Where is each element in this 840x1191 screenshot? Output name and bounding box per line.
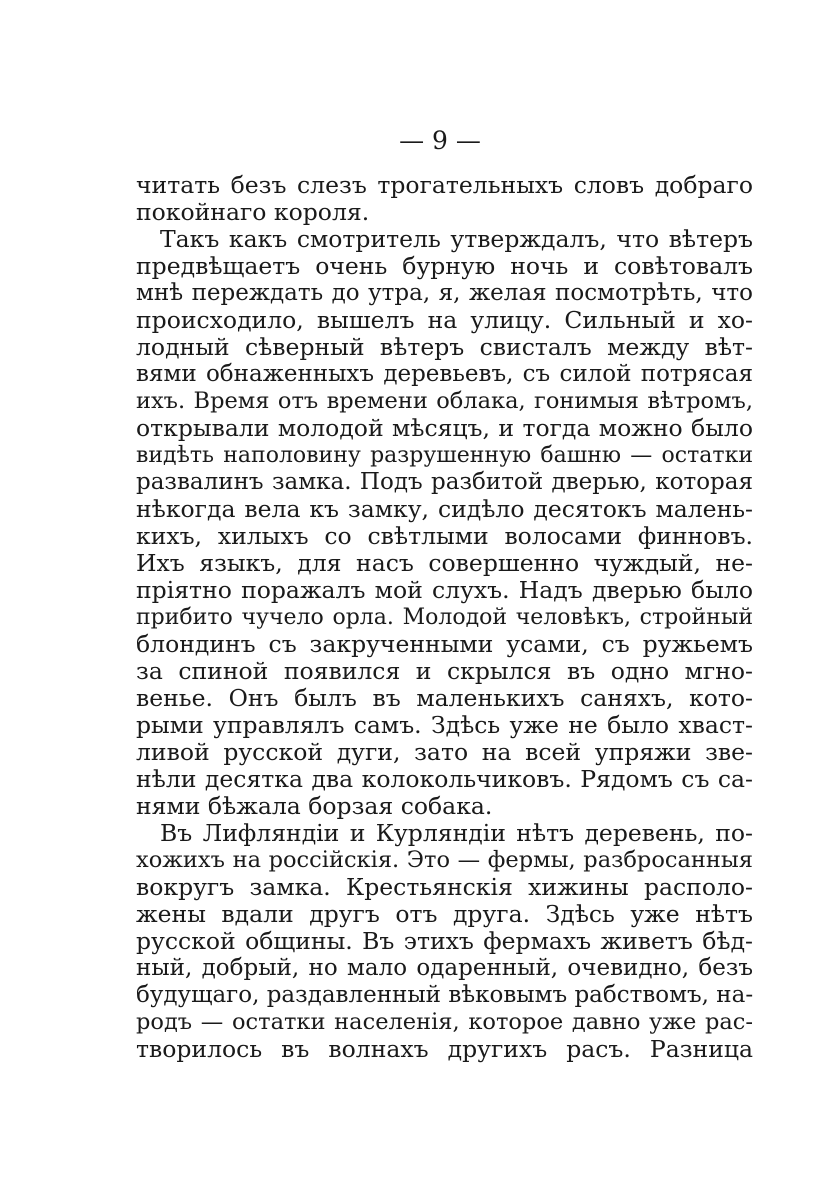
text-line: будущаго, раздавленный вѣковымъ рабствомъ, на- — [136, 982, 754, 1008]
text-line: нѣли десятка два колокольчиковъ. Рядомъ съ са- — [136, 765, 753, 793]
text-line: ливой русской дуги, зато на всей упряжи зве- — [136, 738, 753, 766]
text-line: нѣкогда вела къ замку, сидѣло десятокъ малень- — [136, 495, 753, 523]
text-line: покойнаго короля. — [136, 198, 370, 226]
text-line: происходило, вышелъ на улицу. Сильный и хо- — [136, 306, 753, 334]
text-line: вокругъ замка. Крестьянскія хижины располо- — [136, 873, 753, 901]
text-line: прибито чучело орла. Молодой человѣкъ, стройный — [136, 605, 753, 630]
text-line: видѣть наполовину разрушенную башню — остатки — [136, 443, 753, 468]
page-number: — 9 — — [399, 126, 481, 155]
text-line: за спиной появился и скрылся въ одно мгно- — [136, 657, 753, 685]
text-line: вями обнаженныхъ деревьевъ, съ силой потрясая — [136, 361, 753, 387]
text-line: читать безъ слезъ трогательныхъ словъ добраго — [136, 171, 753, 199]
text-line: рыми управлялъ самъ. Здѣсь уже не было хваст- — [136, 711, 753, 739]
text-line: венье. Онъ былъ въ маленькихъ саняхъ, кото- — [136, 684, 753, 712]
text-line: мнѣ переждать до утра, я, желая посмотрѣть, что — [136, 280, 753, 306]
text-line: развалинъ замка. Подъ разбитой дверью, которая — [136, 469, 753, 495]
paragraph-first-line: Въ Лифляндіи и Курляндіи нѣтъ деревень, по- — [160, 819, 753, 847]
text-line: кихъ, хилыхъ со свѣтлыми волосами финновъ. — [136, 522, 753, 550]
text-line: ихъ. Время отъ времени облака, гонимыя вѣтромъ, — [136, 388, 753, 414]
text-line: жены вдали другъ отъ друга. Здѣсь уже нѣтъ — [136, 900, 753, 928]
body-text — [136, 172, 753, 1063]
text-line: лодный сѣверный вѣтеръ свисталъ между вѣт- — [136, 333, 753, 361]
text-line: предвѣщаетъ очень бурную ночь и совѣтовалъ — [136, 252, 753, 280]
text-line: Ихъ языкъ, для насъ совершенно чуждый, не- — [136, 549, 753, 577]
text-line: блондинъ съ закрученными усами, съ ружьемъ — [136, 630, 753, 658]
text-line: хожихъ на россійскія. Это — фермы, разбросанныя — [136, 847, 753, 873]
paragraph-first-line: Такъ какъ смотритель утверждалъ, что вѣтеръ — [160, 225, 753, 253]
text-line: ный, добрый, но мало одаренный, очевидно, безъ — [136, 955, 753, 981]
text-line: родъ — остатки населенія, которое давно уже рас- — [136, 1009, 753, 1035]
text-line: творилось въ волнахъ другихъ расъ. Разница — [136, 1035, 753, 1063]
text-line: русской общины. Въ этихъ фермахъ живетъ бѣд- — [136, 927, 753, 955]
text-line: открывали молодой мѣсяцъ, и тогда можно было — [136, 414, 753, 442]
text-line: нями бѣжала борзая собака. — [136, 792, 493, 820]
text-line: пріятно поражалъ мой слухъ. Надъ дверью было — [136, 576, 753, 604]
